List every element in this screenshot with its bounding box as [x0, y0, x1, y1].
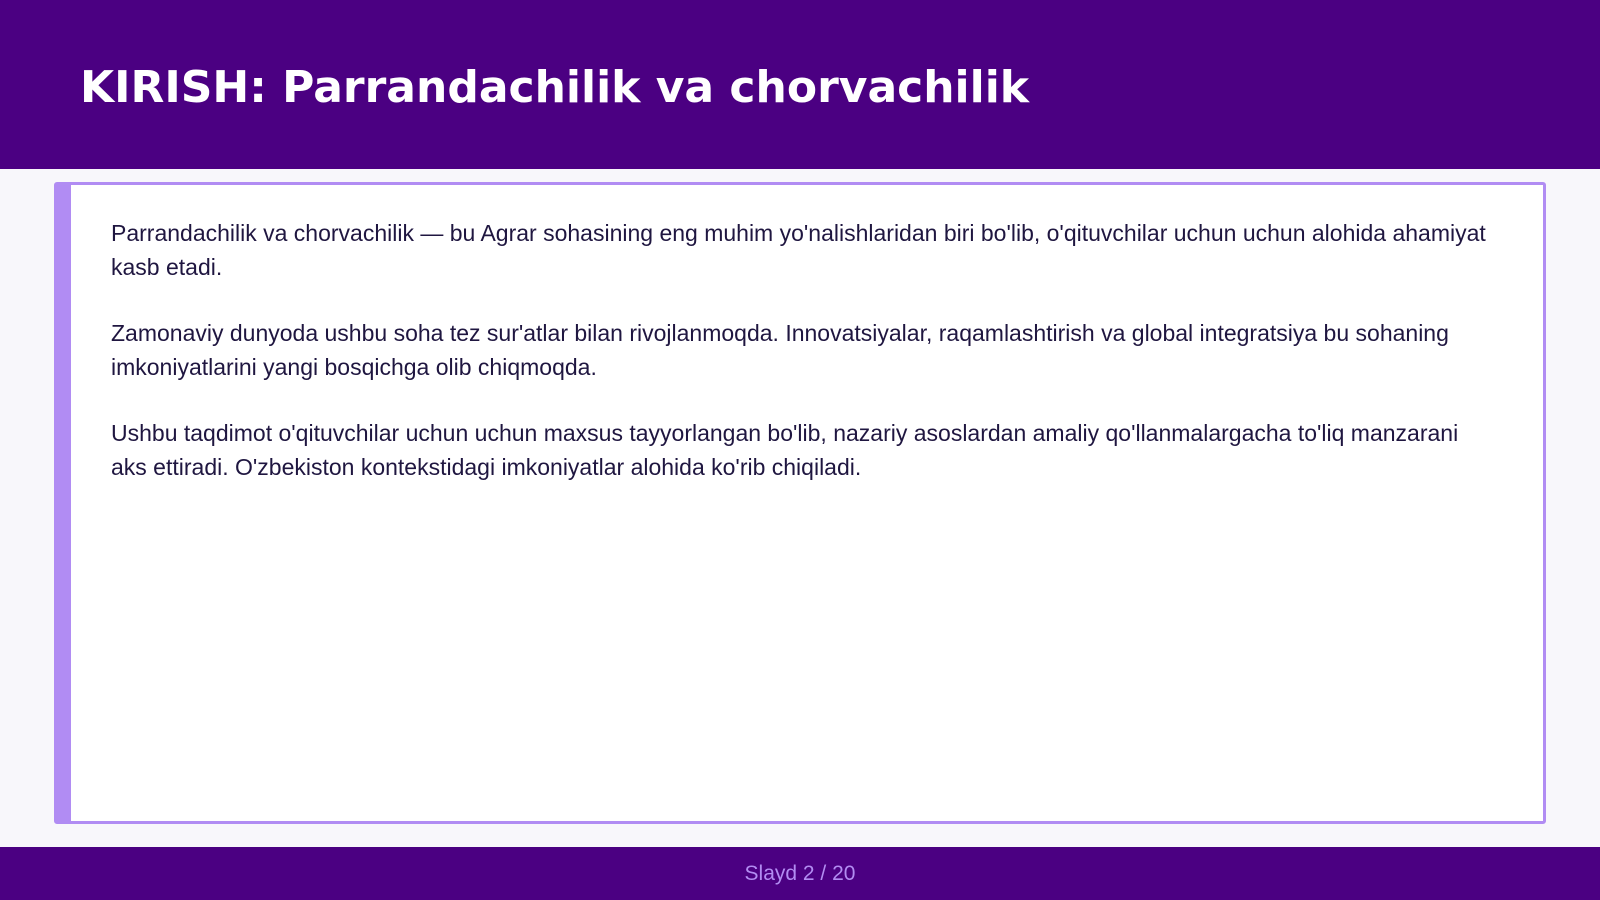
modern-development-paragraph: Zamonaviy dunyoda ushbu soha tez sur'atlar bilan rivojlanmoqda. Innovatsiyalar, raqamlashtirish va global integratsiya bu sohaning imkoniyatlarini yangi bosqichga olib chiqmoqda.: [111, 320, 1449, 380]
slide-title: KIRISH: Parrandachilik va chorvachilik: [80, 62, 1030, 113]
intro-paragraph: Parrandachilik va chorvachilik — bu Agrar sohasining eng muhim yo'nalishlaridan biri bo'lib, o'qituvchilar uchun uchun alohida ahamiyat kasb etadi.: [111, 220, 1486, 280]
slide-counter: Slayd 2 / 20: [744, 861, 856, 885]
slide-footer: [0, 847, 1600, 900]
presentation-purpose-paragraph: Ushbu taqdimot o'qituvchilar uchun uchun maxsus tayyorlangan bo'lib, nazariy asoslardan amaliy qo'llanmalargacha to'liq manzarani aks ettiradi. O'zbekiston kontekstidagi imkoniyatlar alohida ko'rib chiqiladi.: [111, 420, 1459, 480]
content-card: [54, 182, 1546, 824]
slide-header: [0, 0, 1600, 169]
